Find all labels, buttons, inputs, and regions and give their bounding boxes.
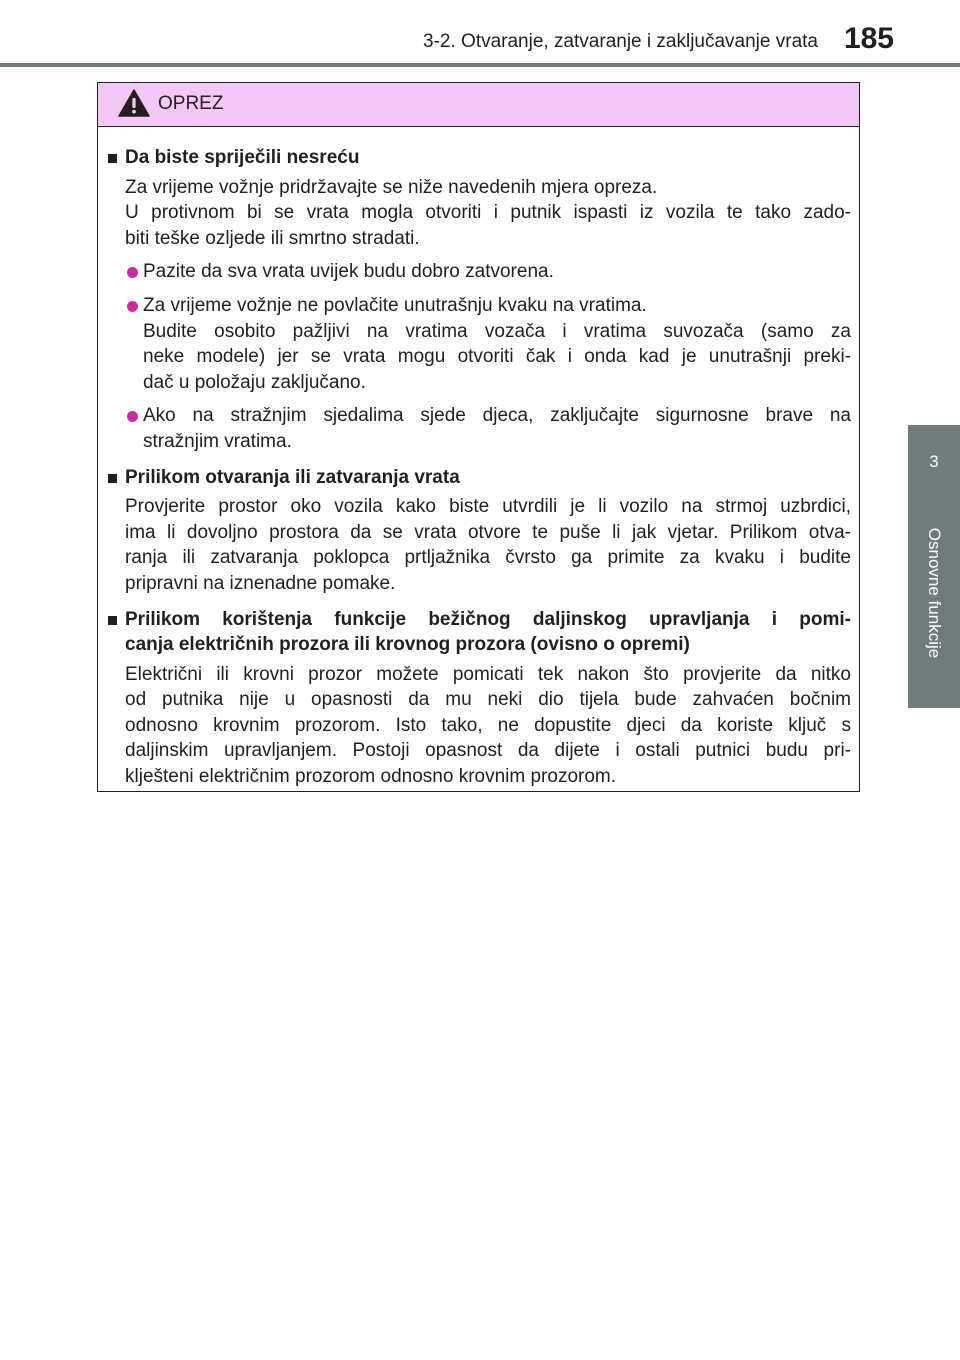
section-heading: Da biste spriječili nesreću — [106, 145, 851, 171]
list-item: Za vrijeme vožnje ne povlačite unutrašnju kvaku na vratima. Budite osobito pažljivi na vratima vozača i vratima suvozača (samo za neke modele) jer se vrata mogu otvoriti čak i onda kad je unutrašnji preki- dač u položaju zaključano. — [125, 293, 851, 395]
dot-bullet-icon — [127, 411, 138, 422]
caution-section-accident — [106, 145, 851, 455]
section-paragraph: Provjerite prostor oko vozila kako biste utvrdili je li vozilo na strmoj uzbrdici, ima li dovoljno prostora da se vrata otvore te puše li jak vjetar. Prilikom otva- ranja ili zatvaranja poklopca prtljažnika čvrsto ga primite za kvaku i budite pripravni na iznenadne pomake. — [125, 496, 851, 594]
page-number: 185 — [843, 22, 894, 55]
caution-box — [97, 82, 860, 792]
chapter-number: 3 — [929, 452, 939, 471]
header-divider — [0, 63, 960, 67]
dot-bullet-icon — [127, 301, 138, 312]
section-heading: Prilikom korištenja funkcije bežičnog daljinskog upravljanja i pomi- canja električnih prozora ili krovnog prozora (ovisno o opremi) — [106, 607, 851, 658]
section-paragraph: Za vrijeme vožnje pridržavajte se niže navedenih mjera opreza. U protivnom bi se vrata mogla otvoriti i putnik ispasti iz vozila te tako zado- biti teške ozljede ili smrtno stradati. — [125, 176, 851, 249]
caution-label: OPREZ — [158, 93, 224, 114]
dot-bullet-icon — [127, 267, 138, 278]
chapter-label: Osnovne funkcije — [925, 527, 944, 659]
list-item: Ako na stražnjim sjedalima sjede djeca, zaključajte sigurnosne brave na stražnjim vratima. — [125, 403, 851, 454]
warning-triangle-icon — [118, 89, 150, 117]
caution-body — [98, 127, 859, 790]
caution-header — [98, 83, 859, 127]
chapter-title: 3-2. Otvaranje, zatvaranje i zaključavanje vrata — [423, 31, 818, 52]
section-heading: Prilikom otvaranja ili zatvaranja vrata — [106, 465, 851, 491]
caution-section-opening-closing — [106, 465, 851, 597]
chapter-side-tab — [908, 425, 960, 708]
square-bullet-icon — [108, 154, 117, 163]
section-paragraph: Električni ili krovni prozor možete pomicati tek nakon što provjerite da nitko od putnika nije u opasnosti da mu neki dio tijela bude zahvaćen bočnim odnosno krovnim prozorom. Isto tako, ne dopustite djeci da koriste ključ s daljinskim upravljanjem. Postoji opasnost da dijete i ostali putnici budu pri- klješteni električnim prozorom odnosno krovnim prozorom. — [125, 663, 851, 788]
square-bullet-icon — [108, 616, 117, 625]
caution-section-windows — [106, 607, 851, 790]
list-item: Pazite da sva vrata uvijek budu dobro zatvorena. — [125, 259, 851, 285]
square-bullet-icon — [108, 474, 117, 483]
